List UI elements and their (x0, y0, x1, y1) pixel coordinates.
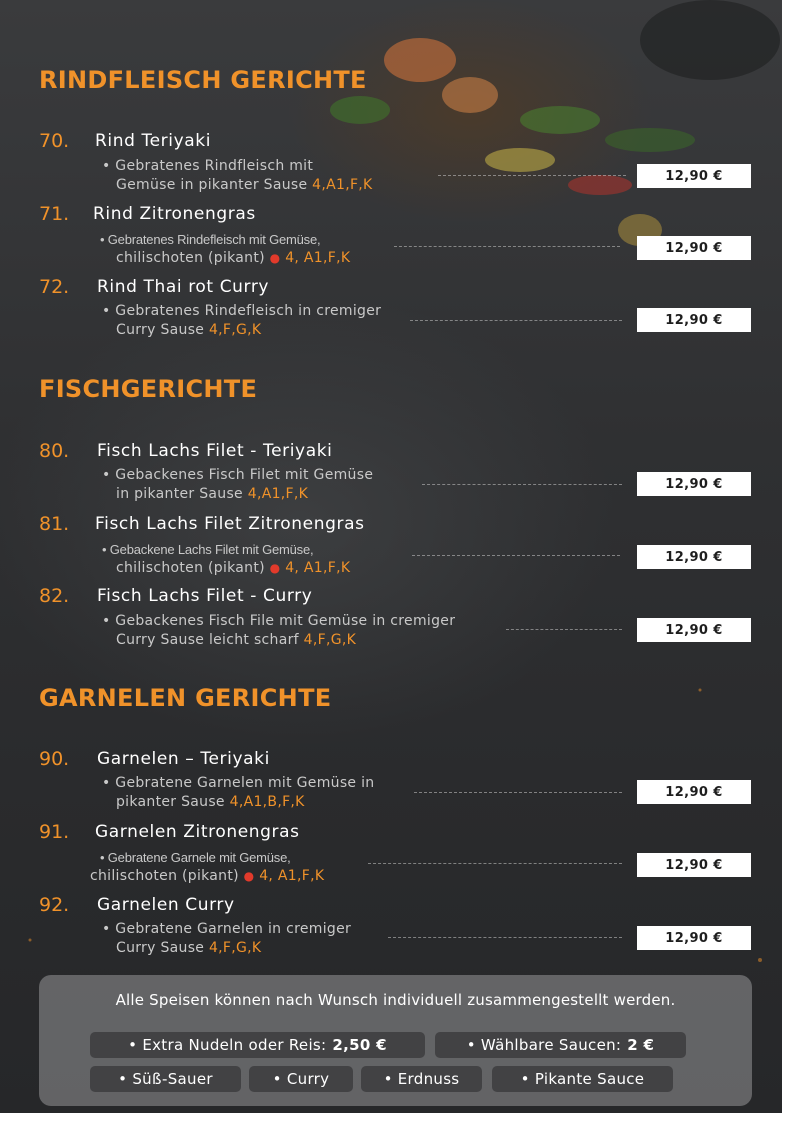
allergen-codes: 4, A1,F,K (259, 868, 325, 884)
item-name: Garnelen Zitronengras (95, 822, 300, 842)
price-tag: 12,90 € (637, 780, 751, 804)
section-title-rindfleisch: RINDFLEISCH GERICHTE (39, 66, 367, 94)
item-description (102, 774, 374, 812)
item-number: 92. (39, 894, 70, 916)
sauce-chip: • Süß-Sauer (90, 1066, 241, 1092)
item-description (102, 302, 381, 340)
item-name: Rind Thai rot Curry (97, 277, 270, 297)
desc-line: • Gebratenes Rindfleisch mit (102, 158, 314, 174)
extra-price: 2 € (627, 1036, 655, 1054)
price-tag: 12,90 € (637, 926, 751, 950)
desc-line (90, 867, 324, 886)
item-description (102, 920, 351, 958)
desc-line: • Gebackenes Fisch File mit Gemüse in cremiger (102, 613, 456, 629)
item-name: Garnelen – Teriyaki (97, 749, 270, 769)
price-tag: 12,90 € (637, 236, 751, 260)
info-text: Alle Speisen können nach Wunsch individuell zusammengestellt werden. (115, 991, 676, 1009)
item-description (100, 230, 350, 268)
allergen-codes: 4, A1,F,K (285, 250, 351, 266)
price-tag: 12,90 € (637, 618, 751, 642)
item-number: 90. (39, 748, 70, 770)
sauce-chip: • Erdnuss (361, 1066, 482, 1092)
dotted-leader (368, 863, 622, 864)
desc-line: • Gebratene Garnelen in cremiger (102, 921, 352, 937)
extra-label: • Extra Nudeln oder Reis: (128, 1036, 327, 1054)
sauce-chip: • Curry (249, 1066, 353, 1092)
desc-line (102, 631, 455, 650)
desc-text: chilischoten (pikant) (116, 250, 265, 266)
dotted-leader (394, 246, 620, 247)
item-description (102, 612, 455, 650)
sauce-chip: • Pikante Sauce (492, 1066, 673, 1092)
desc-line (100, 249, 350, 268)
allergen-codes: 4,A1,F,K (312, 177, 373, 193)
allergen-codes: 4,F,G,K (303, 632, 357, 648)
item-description (102, 466, 373, 504)
allergen-codes: 4,A1,F,K (247, 486, 309, 502)
item-number: 91. (39, 821, 70, 843)
dotted-leader (414, 792, 622, 793)
desc-text: in pikanter Sause (116, 486, 243, 502)
item-description (102, 157, 373, 195)
desc-line (102, 176, 373, 195)
item-number: 72. (39, 276, 70, 298)
item-name: Rind Zitronengras (93, 204, 256, 224)
desc-text: pikanter Sause (116, 794, 225, 810)
desc-text: Curry Sause (116, 322, 205, 338)
price-tag: 12,90 € (637, 545, 751, 569)
desc-line (102, 559, 350, 578)
extra-price: 2,50 € (332, 1036, 387, 1054)
desc-line (102, 485, 373, 504)
item-name: Garnelen Curry (97, 895, 235, 915)
desc-text: chilischoten (pikant) (90, 868, 239, 884)
item-description (90, 848, 324, 886)
desc-text: Gemüse in pikanter Sause (116, 177, 308, 193)
extra-chip-nudeln-reis (90, 1032, 425, 1058)
dotted-leader (410, 320, 622, 321)
item-name: Rind Teriyaki (95, 131, 212, 151)
desc-line (102, 939, 351, 958)
item-number: 82. (39, 585, 70, 607)
desc-text: chilischoten (pikant) (116, 560, 265, 576)
dotted-leader (422, 484, 622, 485)
dotted-leader (506, 629, 622, 630)
item-description (102, 540, 350, 578)
item-number: 70. (39, 130, 70, 152)
dotted-leader (438, 175, 626, 176)
item-number: 71. (39, 203, 70, 225)
item-name: Fisch Lachs Filet - Teriyaki (97, 441, 333, 461)
section-title-garnelen: GARNELEN GERICHTE (39, 684, 332, 712)
desc-text: Curry Sause leicht scharf (116, 632, 299, 648)
allergen-codes: 4, A1,F,K (285, 560, 351, 576)
extra-label: • Wählbare Saucen: (466, 1036, 622, 1054)
allergen-codes: 4,F,G,K (208, 322, 262, 338)
price-tag: 12,90 € (637, 164, 751, 188)
section-title-fisch: FISCHGERICHTE (39, 375, 258, 403)
dotted-leader (388, 937, 622, 938)
dotted-leader (412, 555, 620, 556)
desc-line: • Gebratene Garnele mit Gemüse, (100, 850, 291, 865)
price-tag: 12,90 € (637, 472, 751, 496)
chili-pepper-icon: ● (269, 561, 281, 575)
desc-line: • Gebratene Garnelen mit Gemüse in (102, 775, 375, 791)
info-box (39, 975, 752, 1106)
item-number: 80. (39, 440, 70, 462)
desc-text: Curry Sause (116, 940, 205, 956)
extra-chip-saucen (435, 1032, 686, 1058)
item-number: 81. (39, 513, 70, 535)
desc-line (102, 321, 381, 340)
desc-line: • Gebratenes Rindefleisch in cremiger (102, 303, 382, 319)
item-name: Fisch Lachs Filet Zitronengras (95, 514, 365, 534)
price-tag: 12,90 € (637, 308, 751, 332)
desc-line: • Gebratenes Rindefleisch mit Gemüse, (100, 232, 321, 247)
allergen-codes: 4,F,G,K (208, 940, 262, 956)
chili-pepper-icon: ● (243, 869, 255, 883)
desc-line: • Gebackene Lachs Filet mit Gemüse, (102, 542, 314, 557)
chili-pepper-icon: ● (269, 251, 281, 265)
desc-line: • Gebackenes Fisch Filet mit Gemüse (102, 467, 374, 483)
item-name: Fisch Lachs Filet - Curry (97, 586, 313, 606)
desc-line (102, 793, 374, 812)
price-tag: 12,90 € (637, 853, 751, 877)
allergen-codes: 4,A1,B,F,K (229, 794, 305, 810)
